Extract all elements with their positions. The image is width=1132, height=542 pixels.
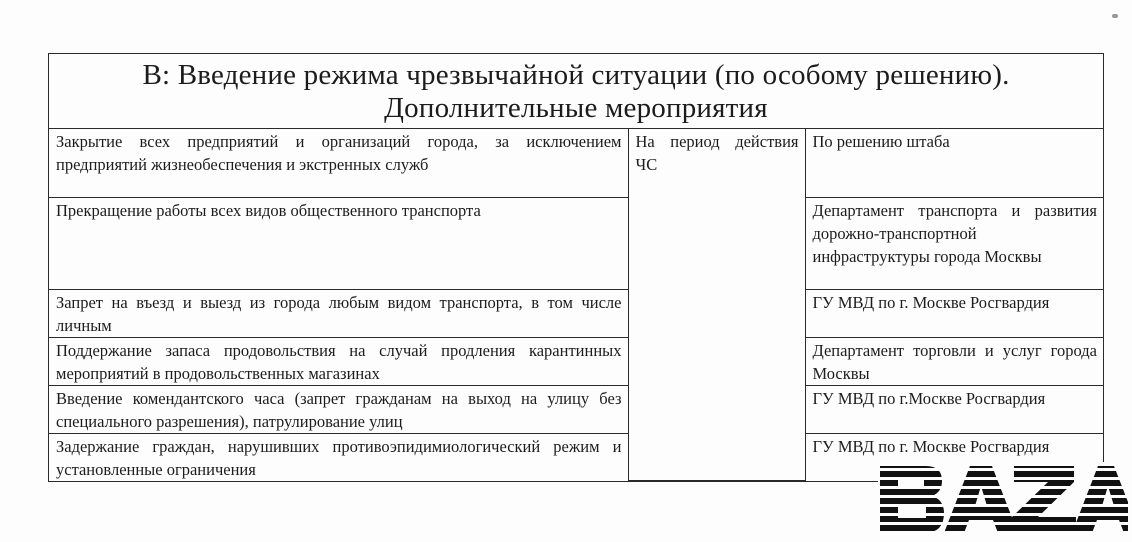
responsible-cell: По решению штаба bbox=[805, 129, 1103, 197]
measure-cell: Введение комендантского часа (запрет гражданам на выход на улицу без специального разрешения), патрулирование улиц bbox=[49, 385, 628, 433]
measures-document bbox=[48, 53, 1104, 482]
measures-table bbox=[49, 129, 1103, 481]
baza-logo bbox=[878, 462, 1128, 537]
table-row bbox=[49, 197, 1103, 289]
baza-logo-icon bbox=[878, 462, 1128, 537]
measure-cell: Прекращение работы всех видов общественного транспорта bbox=[49, 197, 628, 289]
responsible-cell: ГУ МВД по г. Москве Росгвардия bbox=[805, 289, 1103, 337]
table-row bbox=[49, 289, 1103, 337]
responsible-cell: Департамент торговли и услуг города Москвы bbox=[805, 337, 1103, 385]
table-row bbox=[49, 337, 1103, 385]
scan-speck bbox=[1112, 14, 1118, 18]
period-cell: На период действия ЧС bbox=[628, 129, 805, 481]
measure-cell: Задержание граждан, нарушивших противоэпидимиологический режим и установленные ограничения bbox=[49, 433, 628, 481]
title-line-1: В: Введение режима чрезвычайной ситуации (по особому решению). bbox=[142, 59, 1010, 91]
title-line-2: Дополнительные мероприятия bbox=[384, 92, 768, 124]
document-title bbox=[49, 54, 1103, 129]
responsible-cell: Департамент транспорта и развития дорожно-транспортной инфраструктуры города Москвы bbox=[805, 197, 1103, 289]
responsible-cell: ГУ МВД по г.Москве Росгвардия bbox=[805, 385, 1103, 433]
table-row bbox=[49, 129, 1103, 197]
measure-cell: Поддержание запаса продовольствия на случай продления карантинных мероприятий в продовольственных магазинах bbox=[49, 337, 628, 385]
measure-cell: Закрытие всех предприятий и организаций города, за исключением предприятий жизнеобеспечения и экстренных служб bbox=[49, 129, 628, 197]
responsible-cell: ГУ МВД по г. Москве Росгвардия bbox=[805, 433, 1103, 481]
table-row bbox=[49, 385, 1103, 433]
measure-cell: Запрет на въезд и выезд из города любым видом транспорта, в том числе личным bbox=[49, 289, 628, 337]
